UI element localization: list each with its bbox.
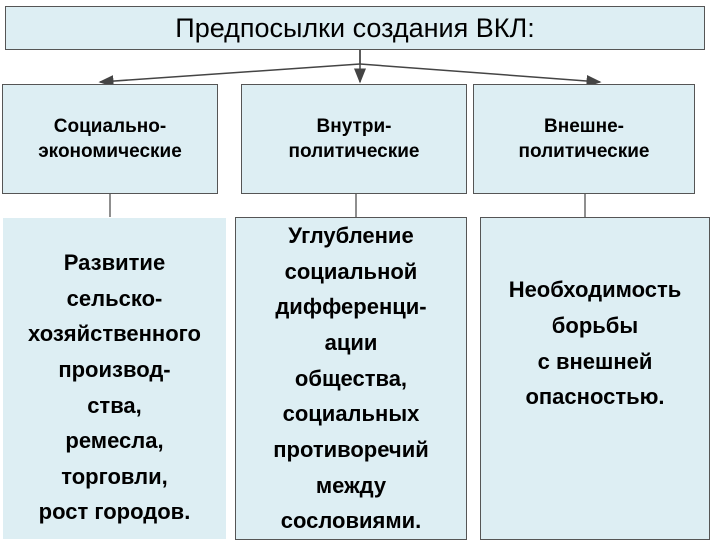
title-box [5, 6, 705, 50]
category-box-domestic-political [241, 84, 467, 194]
arrow-to-cat-3 [360, 64, 600, 82]
detail-box-foreign-political [480, 217, 710, 540]
detail-text: Развитие сельско- хозяйственного производ- ства, ремесла, торговли, рост городов. [28, 250, 201, 525]
category-box-socio-economic [2, 84, 218, 194]
category-label: Внутри- политические [288, 115, 420, 162]
diagram-title: Предпосылки создания ВКЛ: [175, 12, 535, 43]
category-label: Социально- экономические [38, 115, 182, 162]
detail-box-socio-economic [2, 217, 227, 540]
category-box-foreign-political [473, 84, 695, 194]
detail-box-domestic-political [235, 217, 467, 540]
detail-text: Необходимость борьбы с внешней опасностью. [508, 277, 682, 410]
arrow-to-cat-1 [100, 64, 360, 82]
detail-text: Углубление социальной дифференци- ации общества, социальных противоречий между сословиями. [273, 223, 429, 534]
category-label: Внешне- политические [518, 115, 650, 162]
